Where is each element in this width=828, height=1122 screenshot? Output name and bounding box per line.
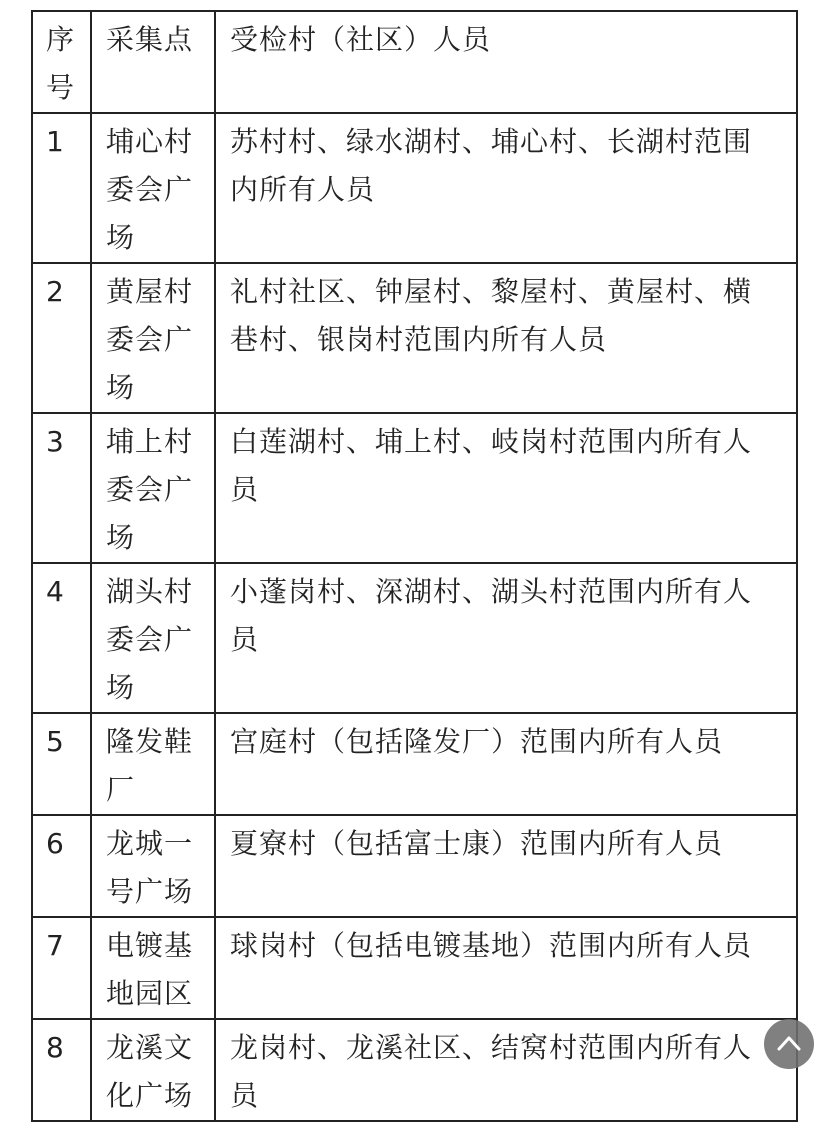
table-row: [32, 1019, 797, 1121]
top-edge: [0, 0, 828, 10]
row-site: 龙城一号广场: [91, 815, 215, 917]
chevron-up-icon: [774, 1029, 804, 1059]
row-people: 小蓬岗村、深湖村、湖头村范围内所有人员: [215, 563, 797, 713]
table-header-row: [32, 11, 797, 113]
row-people: 苏村村、绿水湖村、埔心村、长湖村范围内所有人员: [215, 113, 797, 263]
row-index: 7: [32, 917, 91, 1019]
row-index: 6: [32, 815, 91, 917]
row-site: 龙溪文化广场: [91, 1019, 215, 1121]
row-index: 3: [32, 413, 91, 563]
row-index: 2: [32, 263, 91, 413]
table-row: [32, 713, 797, 815]
row-site: 隆发鞋厂: [91, 713, 215, 815]
row-people: 礼村社区、钟屋村、黎屋村、黄屋村、横巷村、银岗村范围内所有人员: [215, 263, 797, 413]
row-index: 5: [32, 713, 91, 815]
table-row: [32, 563, 797, 713]
row-people: 白莲湖村、埔上村、岐岗村范围内所有人员: [215, 413, 797, 563]
row-site: 埔心村委会广场: [91, 113, 215, 263]
header-index: 序号: [32, 11, 91, 113]
table-row: [32, 113, 797, 263]
row-site: 黄屋村委会广场: [91, 263, 215, 413]
row-site: 埔上村委会广场: [91, 413, 215, 563]
row-people: 宫庭村（包括隆发厂）范围内所有人员: [215, 713, 797, 815]
table-row: [32, 263, 797, 413]
row-site: 电镀基地园区: [91, 917, 215, 1019]
header-people: 受检村（社区）人员: [215, 11, 797, 113]
row-people: 球岗村（包括电镀基地）范围内所有人员: [215, 917, 797, 1019]
row-index: 8: [32, 1019, 91, 1121]
scroll-to-top-button[interactable]: [764, 1019, 814, 1069]
table-row: [32, 413, 797, 563]
table-row: [32, 815, 797, 917]
row-index: 4: [32, 563, 91, 713]
header-site: 采集点: [91, 11, 215, 113]
row-index: 1: [32, 113, 91, 263]
row-people: 夏寮村（包括富士康）范围内所有人员: [215, 815, 797, 917]
row-site: 湖头村委会广场: [91, 563, 215, 713]
table-row: [32, 917, 797, 1019]
collection-sites-table: [31, 10, 798, 1122]
row-people: 龙岗村、龙溪社区、结窝村范围内所有人员: [215, 1019, 797, 1121]
